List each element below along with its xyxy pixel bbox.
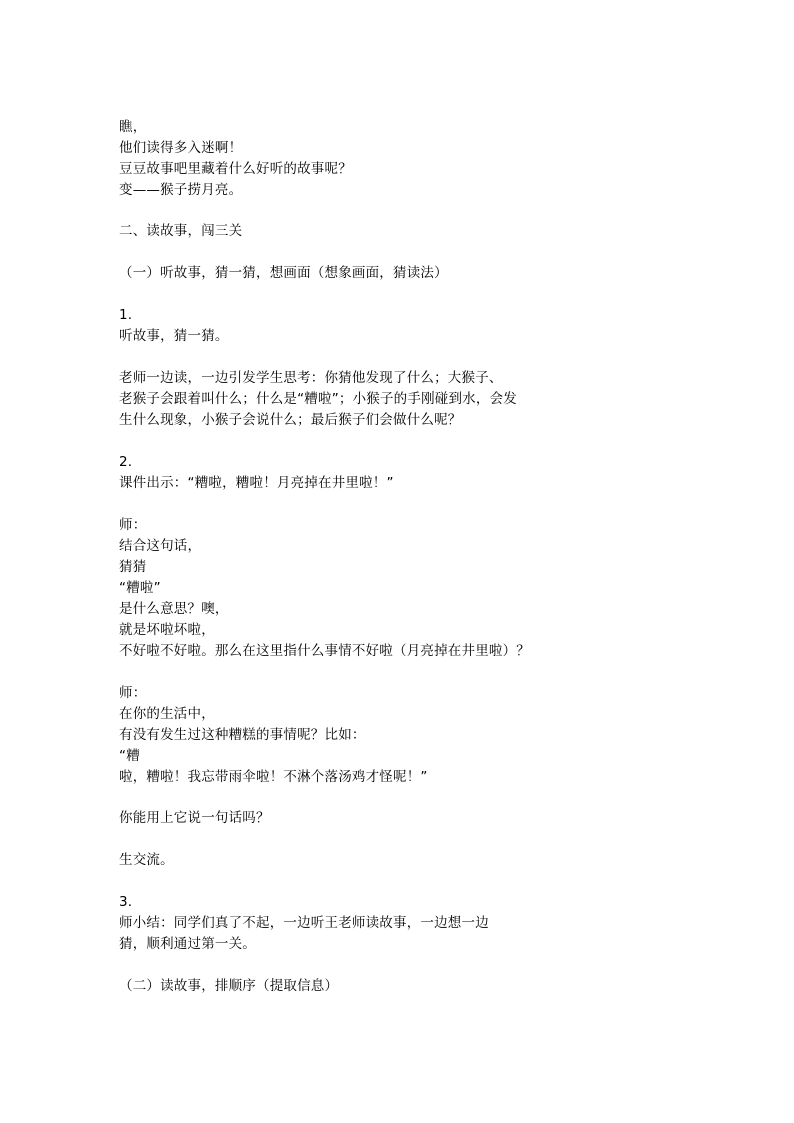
text-line: 他们读得多入迷啊！ [119, 140, 243, 156]
text-line: 豆豆故事吧里藏着什么好听的故事呢？ [119, 161, 352, 177]
text-line: 生什么现象，小猴子会说什么；最后猴子们会做什么呢？ [119, 412, 462, 428]
text-line: 在你的生活中， [119, 706, 215, 722]
step-number: 1. [119, 307, 133, 323]
text-line: 变——猴子捞月亮。 [119, 182, 243, 198]
text-line: 不好啦不好啦。那么在这里指什么事情不好啦（月亮掉在井里啦）？ [119, 643, 530, 659]
text-line: 老猴子会跟着叫什么；什么是“糟啦”；小猴子的手刚碰到水，会发 [119, 391, 517, 407]
text-line: “糟啦” [119, 580, 161, 596]
subsection-heading: （一）听故事，猜一猜，想画面（想象画面，猜读法） [119, 265, 448, 281]
text-line: 猜猜 [119, 559, 147, 575]
text-line: 瞧， [119, 119, 147, 135]
section-heading: 二、读故事，闯三关 [119, 223, 243, 239]
text-line: 就是坏啦坏啦， [119, 622, 215, 638]
text-line: 听故事，猜一猜。 [119, 328, 229, 344]
subsection-heading: （二）读故事，排顺序（提取信息） [119, 978, 339, 994]
text-line: 师： [119, 517, 147, 533]
text-line: 有没有发生过这种糟糕的事情呢？比如： [119, 727, 366, 743]
text-line: 师： [119, 685, 147, 701]
text-line: 猜，顺利通过第一关。 [119, 936, 256, 952]
text-line: 是什么意思？噢， [119, 601, 229, 617]
text-line: 课件出示：“糟啦，糟啦！月亮掉在井里啦！” [119, 475, 394, 491]
text-line: 老师一边读，一边引发学生思考：你猜他发现了什么；大猴子、 [119, 370, 503, 386]
text-line: 啦，糟啦！我忘带雨伞啦！不淋个落汤鸡才怪呢！” [119, 769, 428, 785]
step-number: 2. [119, 454, 133, 470]
step-number: 3. [119, 894, 133, 910]
text-line: 师小结：同学们真了不起，一边听王老师读故事，一边想一边 [119, 915, 489, 931]
text-line: 结合这句话， [119, 538, 202, 554]
text-line: 你能用上它说一句话吗？ [119, 810, 270, 826]
text-line: “糟 [119, 748, 140, 764]
text-line: 生交流。 [119, 852, 174, 868]
